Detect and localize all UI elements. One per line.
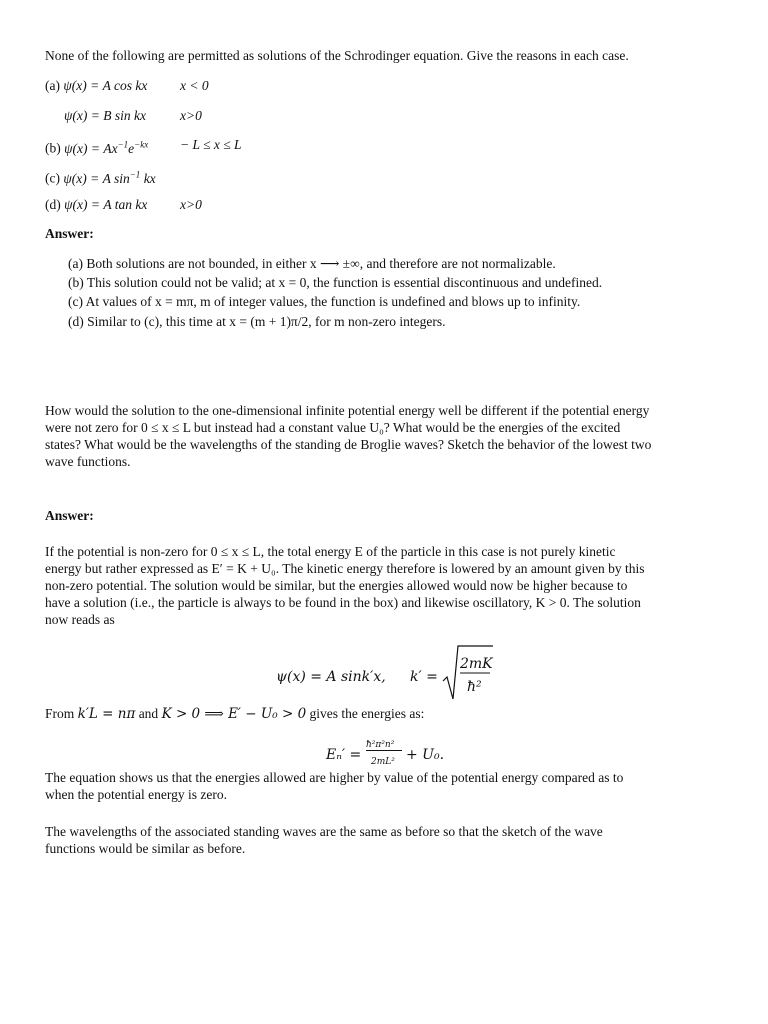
- item-a1: [45, 77, 147, 94]
- conclusion-line: when the potential energy is zero.: [45, 787, 227, 802]
- item-d-function: ψ(x) = A tan kx: [64, 197, 148, 212]
- problem2-question: [45, 402, 735, 470]
- answer-c: (c) At values of x = mπ, m of integer values, the function is undefined and blows up to infinity.: [68, 294, 581, 309]
- conclusion-line: functions would be similar as before.: [45, 841, 246, 856]
- question-line: How would the solution to the one-dimensional infinite potential energy well be different if the potential energy: [45, 403, 650, 418]
- answer-line: If the potential is non-zero for 0 ≤ x ≤ L, the total energy E of the particle in this case is not purely kinetic: [45, 544, 616, 559]
- fraction-bar: [366, 750, 402, 751]
- item-c-label: (c): [45, 170, 60, 186]
- conclusion-line: The equation shows us that the energies allowed are higher by value of the potential energy compared as to: [45, 770, 624, 785]
- item-a1-function: ψ(x) = A cos kx: [63, 78, 148, 93]
- energy-numerator: ħ²π²n²: [366, 740, 395, 750]
- answer-line: energy but rather expressed as E′ = K + U₀. The kinetic energy therefore is lowered by an amount given by this: [45, 561, 645, 576]
- k-prime-label: k′ =: [410, 669, 438, 685]
- answer-d: (d) Similar to (c), this time at x = (m + 1)π/2, for m non-zero integers.: [68, 314, 446, 329]
- item-d-condition: x>0: [180, 197, 202, 212]
- answer-b: (b) This solution could not be valid; at x = 0, the function is essential discontinuous and undefined.: [68, 275, 603, 290]
- energy-equation-right: + U₀.: [406, 747, 445, 763]
- item-b-condition: − L ≤ x ≤ L: [180, 137, 242, 152]
- answer1-heading: Answer:: [45, 226, 94, 241]
- question-line: were not zero for 0 ≤ x ≤ L but instead had a constant value U₀? What would be the energies of the excited: [45, 420, 621, 435]
- question-line: wave functions.: [45, 454, 131, 469]
- item-a2-condition: x>0: [180, 108, 202, 123]
- question-line: states? What would be the wavelengths of the standing de Broglie waves? Sketch the behavior of the lowest two: [45, 437, 652, 452]
- answer2-body: [45, 543, 735, 628]
- k-prime-numerator: 2mK: [460, 656, 493, 672]
- item-b-function: $\psi(x) = Ax^{-1}e^{-kx}$: [64, 139, 149, 156]
- energy-equation-left: Eₙ′ =: [326, 747, 362, 763]
- item-b: [45, 136, 148, 157]
- item-c-function: ψ(x) = A $\sin^{-1}$ kx: [63, 169, 156, 186]
- wavefunction-equation: ψ(x) = A sink′x,: [276, 669, 386, 685]
- conclusion-2: [45, 823, 735, 857]
- item-a-label: (a): [45, 78, 60, 93]
- item-d: [45, 196, 147, 213]
- answer-line: have a solution (i.e., the particle is always to be found in the box) and likewise oscillatory, K > 0. The solution: [45, 595, 641, 610]
- item-b-label: (b): [45, 140, 61, 156]
- conclusion-line: The wavelengths of the associated standing waves are the same as before so that the sketch of the wave: [45, 824, 603, 839]
- answer-line: now reads as: [45, 612, 115, 627]
- answer-a: (a) Both solutions are not bounded, in either x ⟶ ±∞, and therefore are not normalizable.: [68, 256, 556, 271]
- item-a2-function: ψ(x) = B sin kx: [64, 108, 146, 123]
- problem1-intro: None of the following are permitted as solutions of the Schrodinger equation. Give the reasons in each case.: [45, 48, 629, 63]
- energy-denominator: 2mL²: [371, 757, 395, 767]
- conclusion-1: [45, 769, 735, 803]
- from-line: From k′L = nπ and K > 0 ⟹ E′ − U₀ > 0 gives the energies as:: [45, 706, 425, 722]
- answer2-heading: Answer:: [45, 508, 94, 523]
- answer-line: non-zero potential. The solution would be similar, but the energies allowed would now be higher because to: [45, 578, 628, 593]
- item-d-label: (d): [45, 197, 61, 212]
- item-a1-condition: x < 0: [180, 78, 209, 93]
- k-prime-denominator: ħ²: [467, 679, 482, 695]
- item-c: [45, 166, 156, 187]
